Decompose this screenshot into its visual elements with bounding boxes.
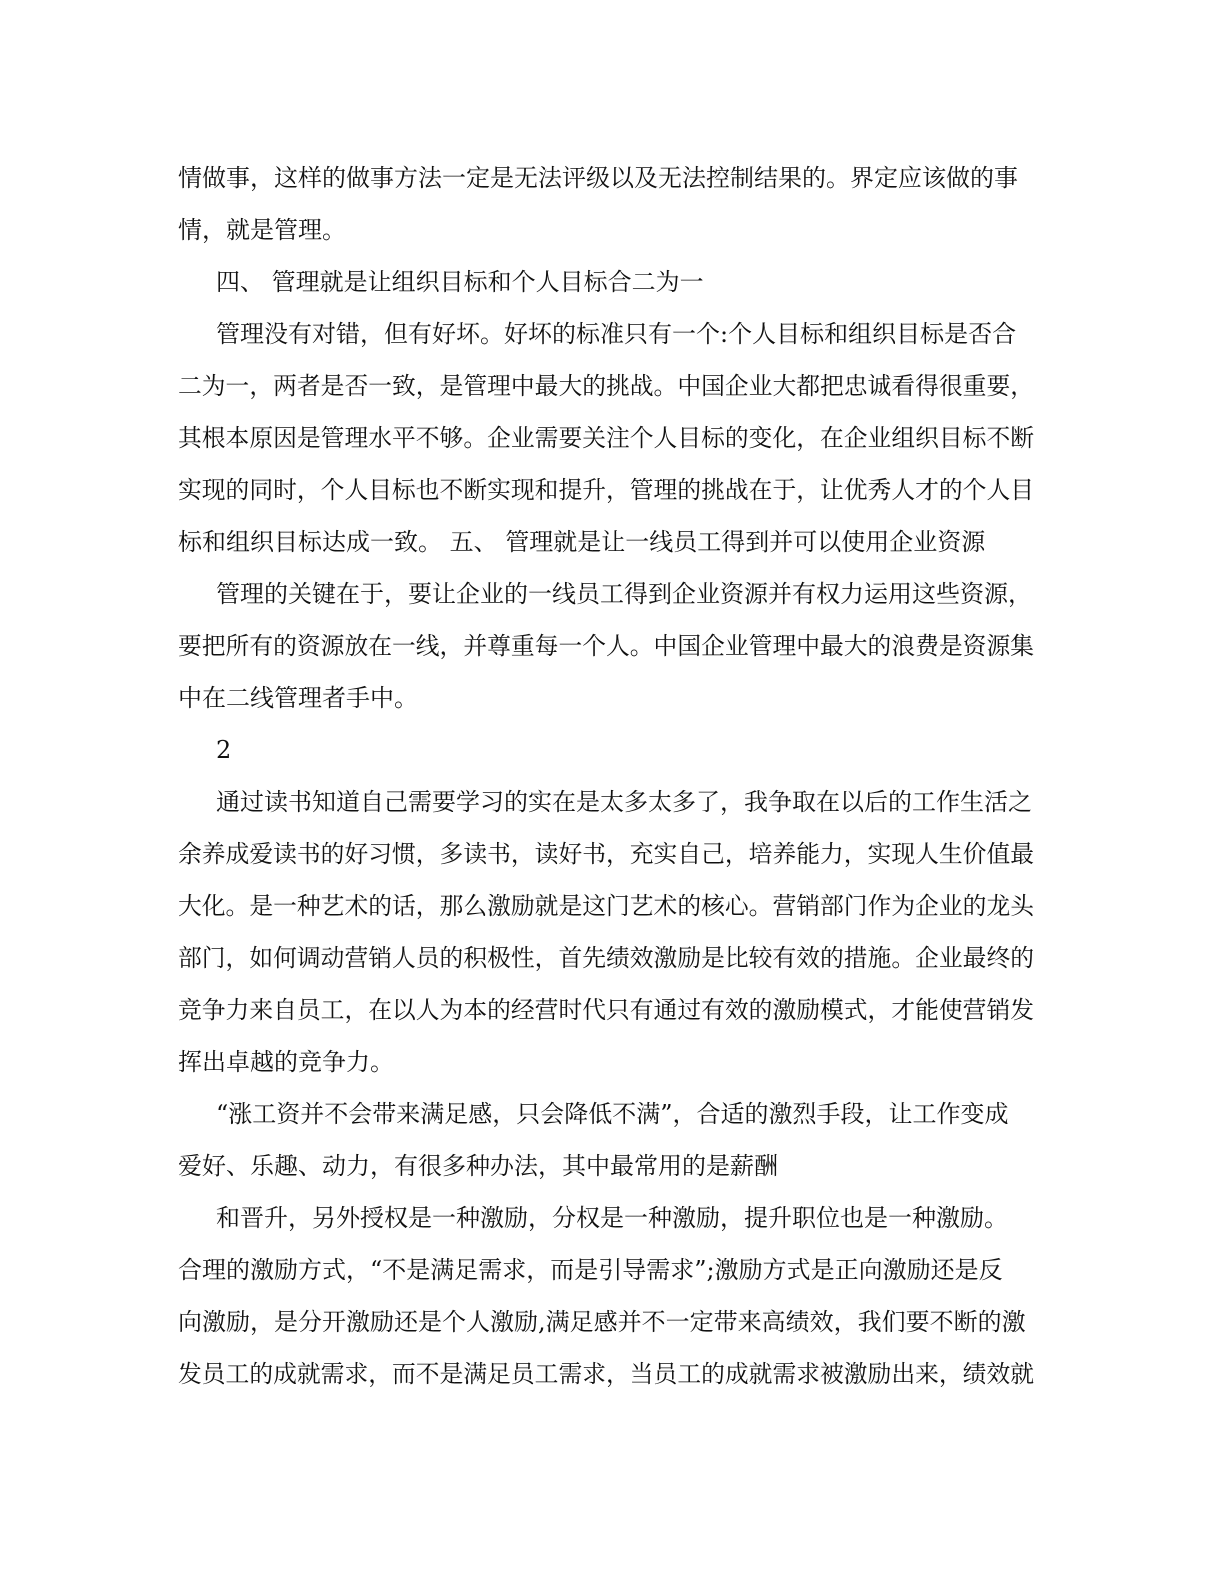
text-line <box>0 158 1224 198</box>
text-line <box>0 782 1224 822</box>
text-line-content: 挥出卓越的竞争力。 <box>178 1048 394 1076</box>
text-line-content: 标和组织目标达成一致。 五、 管理就是让一线员工得到并可以使用企业资源 <box>178 528 986 556</box>
text-line-content: 管理的关键在于，要让企业的一线员工得到企业资源并有权力运用这些资源， <box>216 580 1032 608</box>
text-line-content: 大化。是一种艺术的话，那么激励就是这门艺术的核心。营销部门作为企业的龙头 <box>178 892 1034 920</box>
text-line <box>0 1354 1224 1394</box>
text-line-content: 部门，如何调动营销人员的积极性，首先绩效激励是比较有效的措施。企业最终的 <box>178 944 1034 972</box>
text-line-content: “涨工资并不会带来满足感，只会降低不满”，合适的激烈手段，让工作变成 <box>216 1100 1009 1128</box>
section-heading-text: 四、 管理就是让组织目标和个人目标合二为一 <box>216 268 704 296</box>
text-line <box>0 938 1224 978</box>
text-line <box>0 1302 1224 1342</box>
text-line-content: 要把所有的资源放在一线，并尊重每一个人。中国企业管理中最大的浪费是资源集 <box>178 632 1034 660</box>
text-line-content: 爱好、乐趣、动力，有很多种办法，其中最常用的是薪酬 <box>178 1152 778 1180</box>
text-line-content: 通过读书知道自己需要学习的实在是太多太多了，我争取在以后的工作生活之 <box>216 788 1032 816</box>
text-line <box>0 1250 1224 1290</box>
text-line <box>0 210 1224 250</box>
text-line <box>0 522 1224 562</box>
text-line <box>0 1094 1224 1134</box>
text-line-content: 和晋升，另外授权是一种激励，分权是一种激励，提升职位也是一种激励。 <box>216 1204 1008 1232</box>
text-line <box>0 366 1224 406</box>
text-line-content: 合理的激励方式，“不是满足需求，而是引导需求”;激励方式是正向激励还是反 <box>178 1256 1003 1284</box>
text-line-content: 中在二线管理者手中。 <box>178 684 418 712</box>
text-line <box>0 470 1224 510</box>
text-line <box>0 1198 1224 1238</box>
text-line <box>0 886 1224 926</box>
section-number <box>0 730 1224 770</box>
text-line-content: 情，就是管理。 <box>178 216 346 244</box>
text-line-content: 二为一，两者是否一致，是管理中最大的挑战。中国企业大都把忠诚看得很重要， <box>178 372 1034 400</box>
text-line <box>0 626 1224 666</box>
text-line-content: 余养成爱读书的好习惯，多读书，读好书，充实自己，培养能力，实现人生价值最 <box>178 840 1034 868</box>
text-line <box>0 990 1224 1030</box>
text-line <box>0 314 1224 354</box>
text-line <box>0 678 1224 718</box>
text-line <box>0 1146 1224 1186</box>
text-line-content: 其根本原因是管理水平不够。企业需要关注个人目标的变化，在企业组织目标不断 <box>178 424 1034 452</box>
section-heading <box>0 262 1224 302</box>
text-line-content: 管理没有对错，但有好坏。好坏的标准只有一个:个人目标和组织目标是否合 <box>216 320 1017 348</box>
text-line-content: 向激励，是分开激励还是个人激励,满足感并不一定带来高绩效，我们要不断的激 <box>178 1308 1026 1336</box>
section-number-text: 2 <box>216 736 232 764</box>
text-line <box>0 574 1224 614</box>
text-line-content: 发员工的成就需求，而不是满足员工需求，当员工的成就需求被激励出来，绩效就 <box>178 1360 1034 1388</box>
text-line <box>0 1042 1224 1082</box>
text-line-content: 竞争力来自员工，在以人为本的经营时代只有通过有效的激励模式，才能使营销发 <box>178 996 1034 1024</box>
text-line-content: 实现的同时，个人目标也不断实现和提升，管理的挑战在于，让优秀人才的个人目 <box>178 476 1034 504</box>
text-line <box>0 834 1224 874</box>
text-line-content: 情做事，这样的做事方法一定是无法评级以及无法控制结果的。界定应该做的事 <box>178 164 1018 192</box>
text-line <box>0 418 1224 458</box>
